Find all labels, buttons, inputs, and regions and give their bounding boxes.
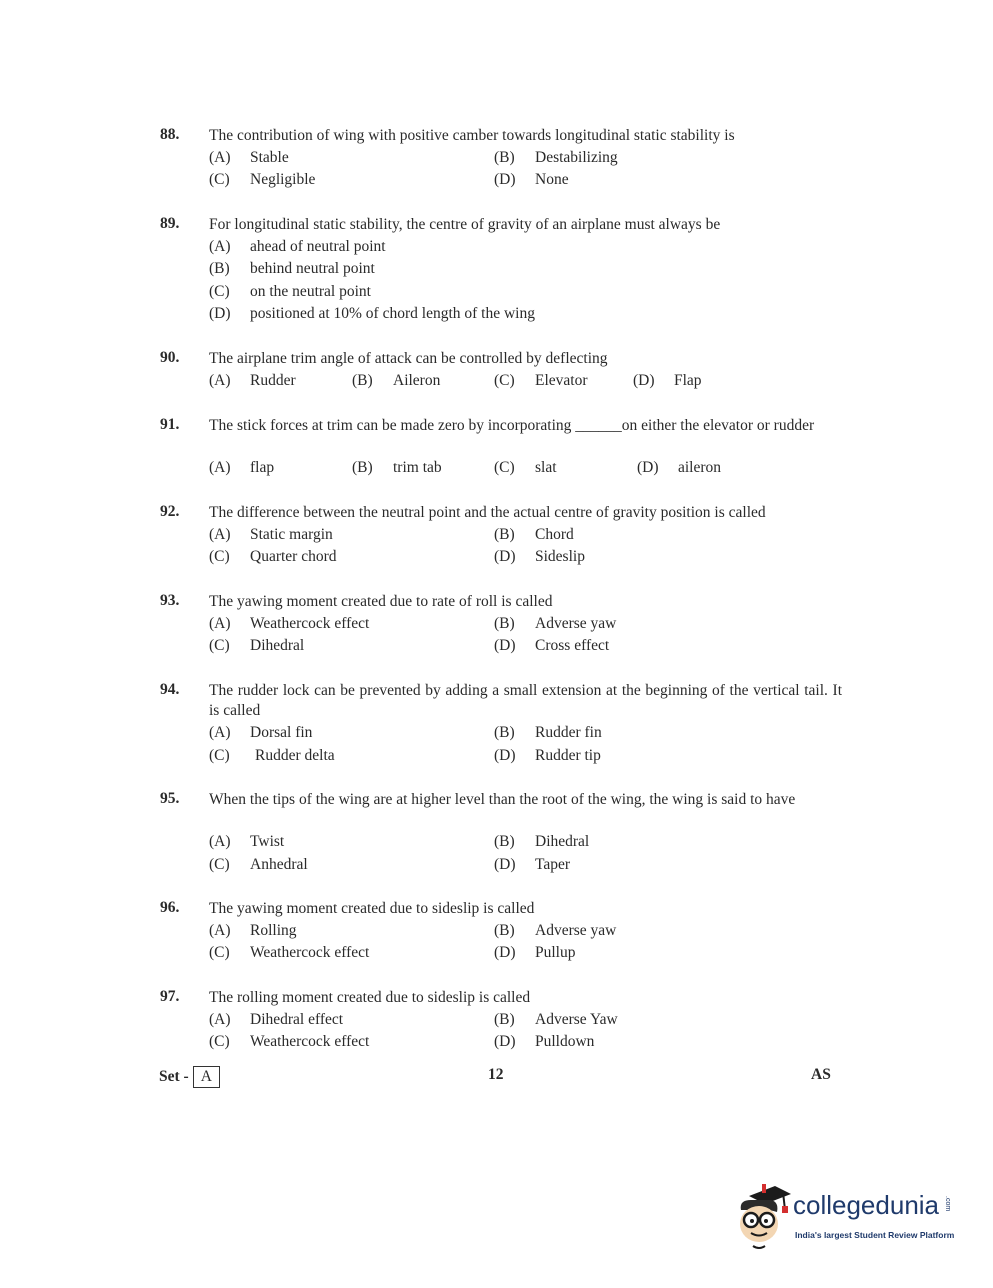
option-c	[209, 637, 304, 655]
option-label: (A)	[209, 526, 231, 543]
option-text: Taper	[535, 856, 571, 873]
logo-dotcom: .com	[944, 1196, 951, 1212]
question-text: The difference between the neutral point and the actual centre of gravity position is called	[209, 504, 766, 521]
page-number: 12	[488, 1066, 504, 1083]
question-96	[160, 899, 842, 967]
option-b	[494, 922, 616, 940]
option-text: Pulldown	[535, 1033, 595, 1050]
option-text: Destabilizing	[535, 149, 618, 166]
option-a	[209, 833, 284, 851]
option-c	[209, 548, 337, 566]
question-text: The rudder lock can be prevented by adding a small extension at the beginning of the vertical tail. It is called	[209, 682, 842, 719]
option-a	[209, 149, 289, 167]
set-value: A	[193, 1066, 220, 1088]
option-d	[494, 171, 569, 189]
option-label: (C)	[209, 171, 230, 188]
option-text: flap	[250, 459, 275, 476]
option-c	[209, 171, 315, 189]
option-text: Rolling	[250, 922, 297, 939]
option-b	[209, 260, 375, 278]
question-number: 89.	[160, 215, 180, 232]
option-text: Negligible	[250, 171, 316, 188]
option-text: Dorsal fin	[250, 724, 313, 741]
option-label: (D)	[633, 372, 655, 389]
option-d	[494, 944, 575, 962]
option-label: (B)	[209, 260, 230, 277]
option-label: (B)	[494, 724, 515, 741]
option-label: (A)	[209, 238, 231, 255]
question-number: 88.	[160, 126, 180, 143]
logo-wordmark: collegedunia	[793, 1190, 940, 1220]
option-d	[494, 856, 570, 874]
option-text: Rudder tip	[535, 747, 601, 764]
question-number: 94.	[160, 681, 180, 698]
option-c	[209, 856, 308, 874]
question-text: When the tips of the wing are at higher level than the root of the wing, the wing is said to have	[209, 791, 796, 808]
option-label: (C)	[494, 459, 515, 476]
option-d	[637, 459, 721, 477]
option-text: ahead of neutral point	[250, 238, 386, 255]
option-text: aileron	[678, 459, 722, 476]
question-95	[160, 790, 842, 878]
question-text: The rolling moment created due to sideslip is called	[209, 989, 531, 1006]
option-text: Static margin	[250, 526, 333, 543]
question-text: The airplane trim angle of attack can be controlled by deflecting	[209, 350, 608, 367]
option-text: Cross effect	[535, 637, 610, 654]
question-text: For longitudinal static stability, the centre of gravity of an airplane must always be	[209, 216, 721, 233]
option-text: behind neutral point	[250, 260, 375, 277]
option-text: Rudder delta	[255, 747, 335, 764]
option-d	[494, 747, 601, 765]
question-94	[160, 681, 842, 769]
option-text: Dihedral	[250, 637, 305, 654]
option-text: Flap	[674, 372, 702, 389]
option-label: (C)	[209, 944, 230, 961]
option-label: (D)	[494, 747, 516, 764]
question-number: 93.	[160, 592, 180, 609]
option-text: Pullup	[535, 944, 576, 961]
question-93	[160, 592, 842, 660]
option-text: None	[535, 171, 569, 188]
option-text: Anhedral	[250, 856, 308, 873]
option-label: (B)	[352, 459, 373, 476]
question-92	[160, 503, 842, 571]
option-text: Weathercock effect	[250, 615, 370, 632]
question-90	[160, 349, 842, 395]
option-text: Adverse yaw	[535, 922, 617, 939]
question-97	[160, 988, 842, 1056]
option-text: Sideslip	[535, 548, 585, 565]
option-a	[209, 615, 369, 633]
option-text: Stable	[250, 149, 289, 166]
option-label: (D)	[494, 1033, 516, 1050]
option-label: (A)	[209, 372, 231, 389]
question-89	[160, 215, 842, 325]
question-text: The stick forces at trim can be made zero by incorporating ______on either the elevator or rudder	[209, 417, 815, 434]
option-b	[494, 833, 589, 851]
question-number: 95.	[160, 790, 180, 807]
option-label: (C)	[209, 1033, 230, 1050]
option-label: (C)	[209, 747, 230, 764]
option-text: trim tab	[393, 459, 442, 476]
option-a	[209, 238, 386, 256]
option-label: (B)	[494, 615, 515, 632]
option-text: Twist	[250, 833, 285, 850]
option-label: (A)	[209, 724, 231, 741]
option-label: (D)	[637, 459, 659, 476]
option-text: positioned at 10% of chord length of the wing	[250, 305, 535, 322]
mascot-icon	[735, 1180, 795, 1252]
option-text: Rudder fin	[535, 724, 602, 741]
question-number: 90.	[160, 349, 180, 366]
option-d	[494, 1033, 594, 1051]
option-b	[352, 459, 442, 477]
option-label: (A)	[209, 922, 231, 939]
logo-tagline: India's largest Student Review Platform	[795, 1230, 955, 1240]
option-label: (C)	[209, 283, 230, 300]
option-b	[494, 149, 618, 167]
option-label: (B)	[494, 149, 515, 166]
option-label: (D)	[494, 637, 516, 654]
option-b	[494, 615, 616, 633]
option-label: (C)	[209, 856, 230, 873]
question-number: 97.	[160, 988, 180, 1005]
option-c	[209, 747, 335, 765]
option-text: Rudder	[250, 372, 296, 389]
option-a	[209, 922, 297, 940]
option-label: (A)	[209, 459, 231, 476]
option-text: Dihedral	[535, 833, 590, 850]
option-b	[494, 526, 574, 544]
option-text: Aileron	[393, 372, 441, 389]
option-label: (B)	[494, 526, 515, 543]
option-d	[494, 637, 609, 655]
option-b	[352, 372, 440, 390]
option-label: (A)	[209, 833, 231, 850]
option-c	[494, 372, 588, 390]
option-a	[209, 372, 296, 390]
question-text: The yawing moment created due to sideslip is called	[209, 900, 535, 917]
option-text: slat	[535, 459, 557, 476]
option-label: (D)	[494, 548, 516, 565]
option-text: Adverse yaw	[535, 615, 617, 632]
option-d	[494, 548, 585, 566]
set-indicator	[159, 1066, 220, 1088]
option-label: (C)	[494, 372, 515, 389]
option-label: (B)	[352, 372, 373, 389]
option-text: Quarter chord	[250, 548, 337, 565]
option-b	[494, 1011, 618, 1029]
option-c	[209, 283, 371, 301]
option-b	[494, 724, 602, 742]
option-label: (A)	[209, 615, 231, 632]
question-number: 91.	[160, 416, 180, 433]
set-label: Set -	[159, 1068, 189, 1085]
option-a	[209, 724, 312, 742]
option-label: (B)	[494, 922, 515, 939]
option-label: (C)	[209, 637, 230, 654]
option-label: (D)	[494, 856, 516, 873]
collegedunia-logo	[735, 1180, 965, 1250]
option-text: Adverse Yaw	[535, 1011, 618, 1028]
option-text: Chord	[535, 526, 574, 543]
option-text: Weathercock effect	[250, 1033, 370, 1050]
question-text: The contribution of wing with positive camber towards longitudinal static stability is	[209, 127, 735, 144]
option-c	[209, 1033, 369, 1051]
option-text: Elevator	[535, 372, 588, 389]
option-text: on the neutral point	[250, 283, 371, 300]
option-c	[209, 944, 369, 962]
question-number: 96.	[160, 899, 180, 916]
option-label: (C)	[209, 548, 230, 565]
option-text: Dihedral effect	[250, 1011, 344, 1028]
question-88	[160, 126, 842, 196]
option-label: (D)	[494, 944, 516, 961]
option-text: Weathercock effect	[250, 944, 370, 961]
option-a	[209, 1011, 343, 1029]
question-91	[160, 416, 842, 480]
option-c	[494, 459, 557, 477]
option-a	[209, 459, 274, 477]
option-label: (A)	[209, 149, 231, 166]
option-label: (A)	[209, 1011, 231, 1028]
option-d	[209, 305, 535, 323]
option-label: (D)	[494, 171, 516, 188]
subject-code: AS	[811, 1066, 831, 1083]
option-label: (B)	[494, 1011, 515, 1028]
option-label: (B)	[494, 833, 515, 850]
option-a	[209, 526, 333, 544]
question-text: The yawing moment created due to rate of roll is called	[209, 593, 553, 610]
question-number: 92.	[160, 503, 180, 520]
option-d	[633, 372, 702, 390]
option-label: (D)	[209, 305, 231, 322]
